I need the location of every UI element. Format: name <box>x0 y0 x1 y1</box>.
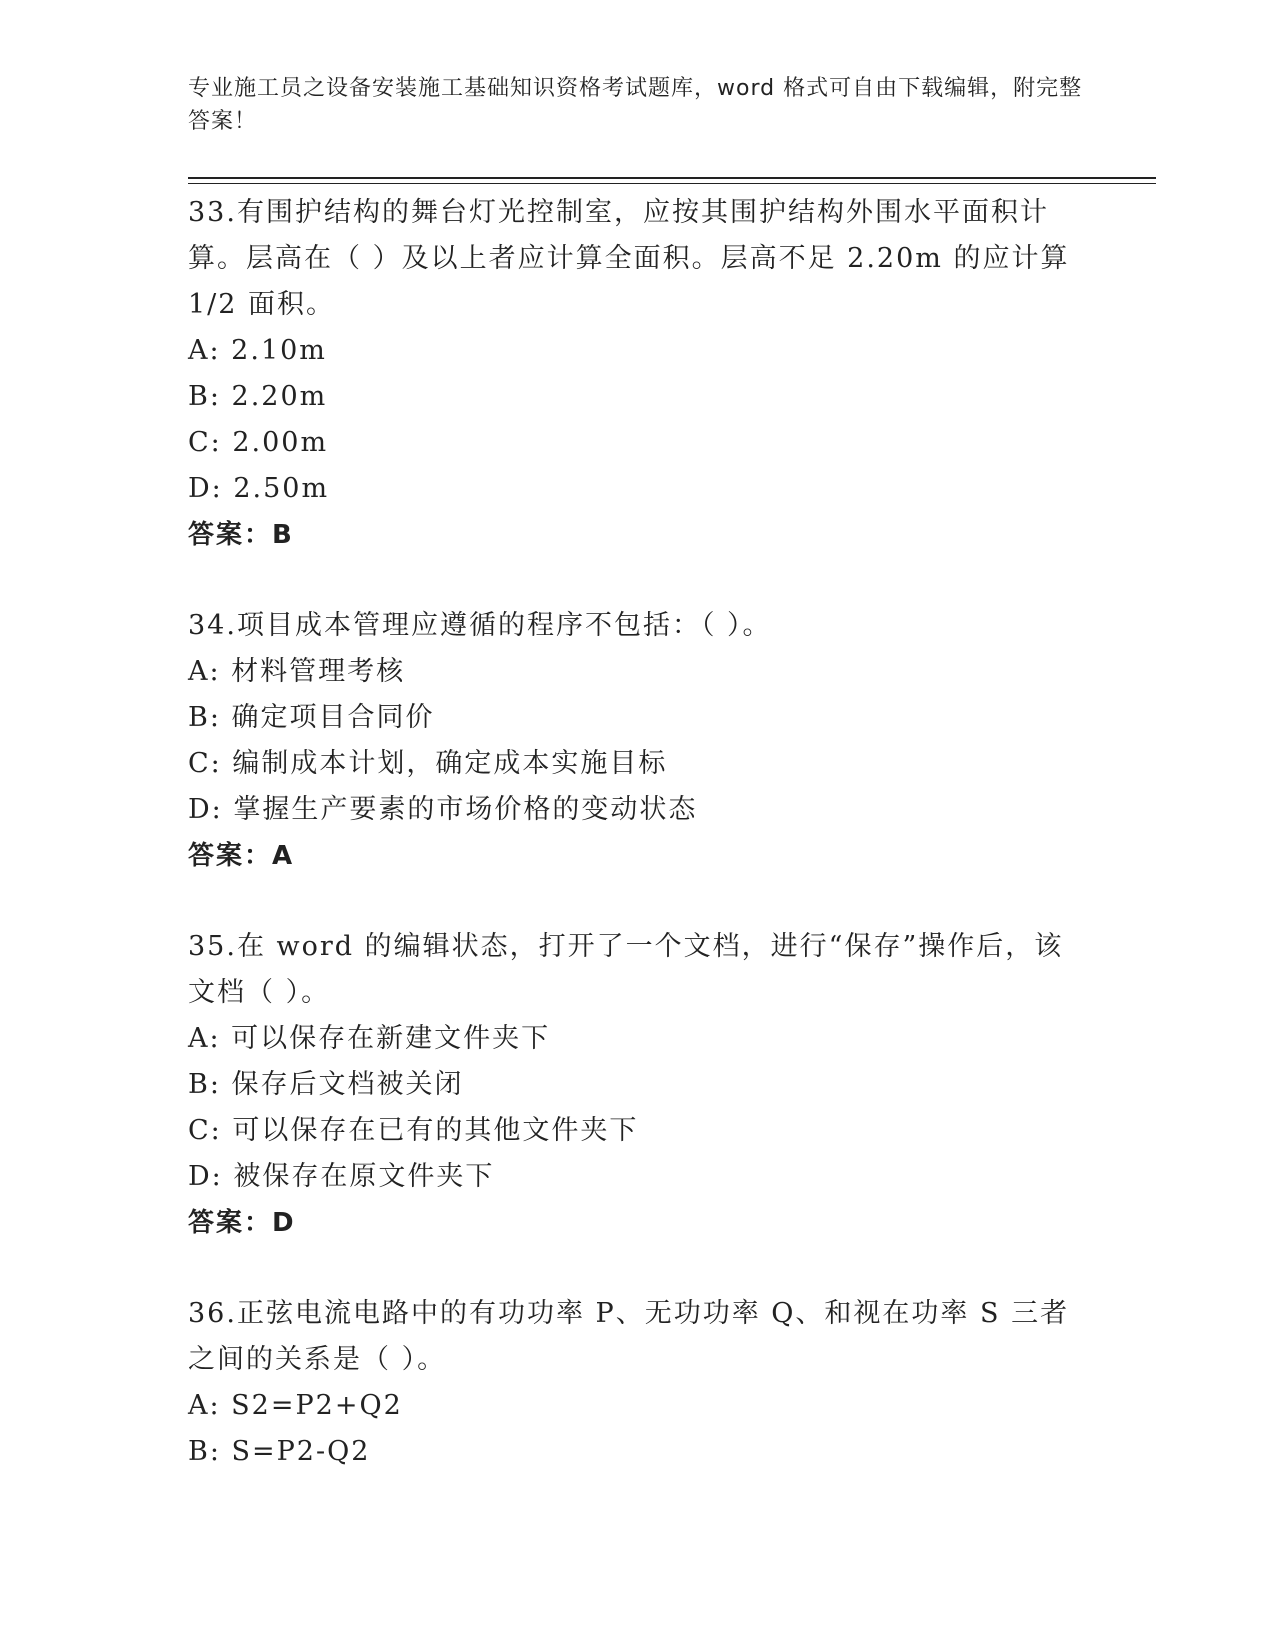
header-divider-bottom <box>188 183 1156 184</box>
header-divider-top <box>188 177 1156 179</box>
option-b: B: 2.20m <box>188 381 328 412</box>
question-text: 36.正弦电流电路中的有功功率 P、无功功率 Q、和视在功率 S 三者之间的关系是（ ）。 <box>188 1298 1070 1375</box>
option-a: A: 材料管理考核 <box>188 656 406 687</box>
option-b: B: S=P2-Q2 <box>188 1436 371 1467</box>
option-d: D: 掌握生产要素的市场价格的变动状态 <box>188 794 698 825</box>
document-header: 专业施工员之设备安装施工基础知识资格考试题库，word 格式可自由下载编辑，附完整答案！ <box>188 76 1083 134</box>
option-a: A: 可以保存在新建文件夹下 <box>188 1023 551 1054</box>
option-a: A: S2=P2+Q2 <box>188 1390 403 1421</box>
question-text: 33.有围护结构的舞台灯光控制室，应按其围护结构外围水平面积计算。层高在（ ）及以上者应计算全面积。层高不足 2.20m 的应计算 1/2 面积。 <box>188 197 1070 320</box>
question-34 <box>188 603 1088 879</box>
option-d: D: 被保存在原文件夹下 <box>188 1161 495 1192</box>
option-b: B: 确定项目合同价 <box>188 702 435 733</box>
question-text: 34.项目成本管理应遵循的程序不包括：（ ）。 <box>188 610 772 641</box>
question-text: 35.在 word 的编辑状态，打开了一个文档，进行“保存”操作后，该文档（ ）。 <box>188 931 1064 1008</box>
question-33 <box>188 190 1088 558</box>
question-36 <box>188 1291 1088 1475</box>
option-a: A: 2.10m <box>188 335 327 366</box>
question-list <box>188 190 1088 1475</box>
answer-label: 答案：D <box>188 1208 296 1238</box>
question-35 <box>188 924 1088 1246</box>
option-c: C: 2.00m <box>188 427 329 458</box>
answer-label: 答案：B <box>188 520 294 550</box>
option-b: B: 保存后文档被关闭 <box>188 1069 464 1100</box>
option-c: C: 可以保存在已有的其他文件夹下 <box>188 1115 639 1146</box>
option-d: D: 2.50m <box>188 473 330 504</box>
answer-label: 答案：A <box>188 841 295 871</box>
option-c: C: 编制成本计划，确定成本实施目标 <box>188 748 668 779</box>
